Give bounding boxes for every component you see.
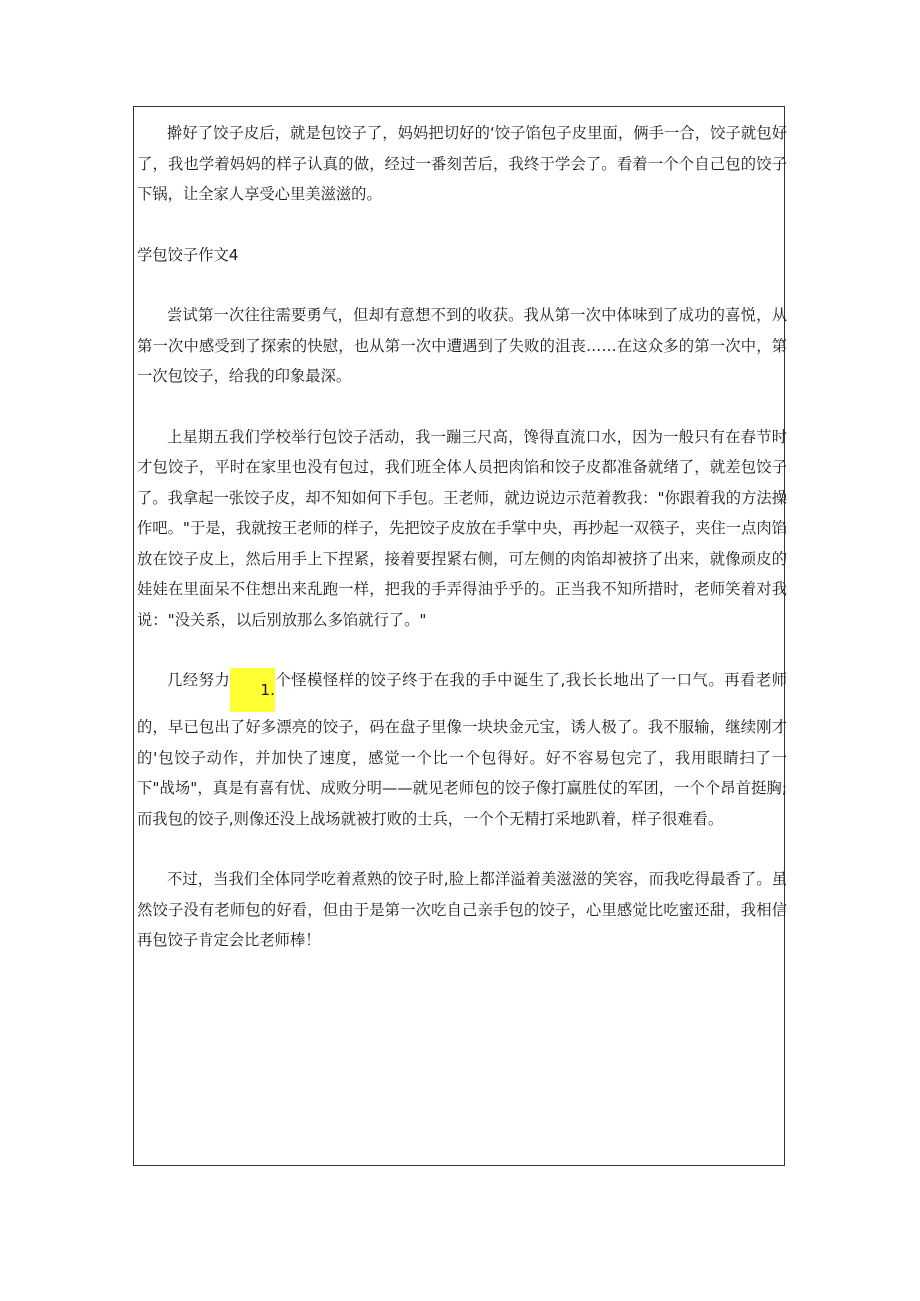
highlighted-text: 1.: [230, 668, 275, 712]
paragraph-4: [137, 665, 787, 834]
document-body: [137, 118, 787, 986]
paragraph-4-start: 几经努力: [167, 671, 231, 689]
paragraph-4-rest: 个怪模怪样的饺子终于在我的手中诞生了,我长长地出了一口气。再看老师的，早已包出了好多漂亮的饺子，码在盘子里像一块块金元宝，诱人极了。我不服输，继续刚才的'包饺子动作，并加快了速度，感觉一个比一个包得好。好不容易包完了，我用眼睛扫了一下"战场"，真是有喜有忧、成败分明——就见老师包的饺子像打赢胜仗的军团，一个个昂首挺胸;而我包的饺子,则像还没上战场就被打败的士兵，一个个无精打采地趴着，样子很难看。: [137, 671, 787, 828]
paragraph-2: 尝试第一次往往需要勇气，但却有意想不到的收获。我从第一次中体味到了成功的喜悦，从第一次中感受到了探索的快慰，也从第一次中遭遇到了失败的沮丧……在这众多的第一次中，第一次包饺子，给我的印象最深。: [137, 306, 787, 385]
paragraph-1: 擀好了饺子皮后，就是包饺子了，妈妈把切好的‘饺子馅包子皮里面，俩手一合，饺子就包好了，我也学着妈妈的样子认真的做，经过一番刻苦后，我终于学会了。看着一个个自己包的饺子下锅，让全家人享受心里美滋滋的。: [137, 124, 787, 203]
paragraph-3: 上星期五我们学校举行包饺子活动，我一蹦三尺高，馋得直流口水，因为一般只有在春节时才包饺子，平时在家里也没有包过，我们班全体人员把肉馅和饺子皮都准备就绪了，就差包饺子了。我拿起一张饺子皮，却不知如何下手包。王老师，就边说边示范着教我："你跟着我的方法操作吧。"于是，我就按王老师的样子，先把饺子皮放在手掌中央，再抄起一双筷子，夹住一点肉馅放在饺子皮上，然后用手上下捏紧，接着要捏紧右侧，可左侧的肉馅却被挤了出来，就像顽皮的娃娃在里面呆不住想出来乱跑一样，把我的手弄得油乎乎的。正当我不知所措时，老师笑着对我说："没关系，以后别放那么多馅就行了。": [137, 427, 787, 629]
section-heading: 学包饺子作文4: [137, 245, 239, 264]
paragraph-5: 不过，当我们全体同学吃着煮熟的饺子时,脸上都洋溢着美滋滋的笑容，而我吃得最香了。虽然饺子没有老师包的好看，但由于是第一次吃自己亲手包的饺子，心里感觉比吃蜜还甜，我相信再包饺子肯定会比老师棒！: [137, 870, 787, 949]
